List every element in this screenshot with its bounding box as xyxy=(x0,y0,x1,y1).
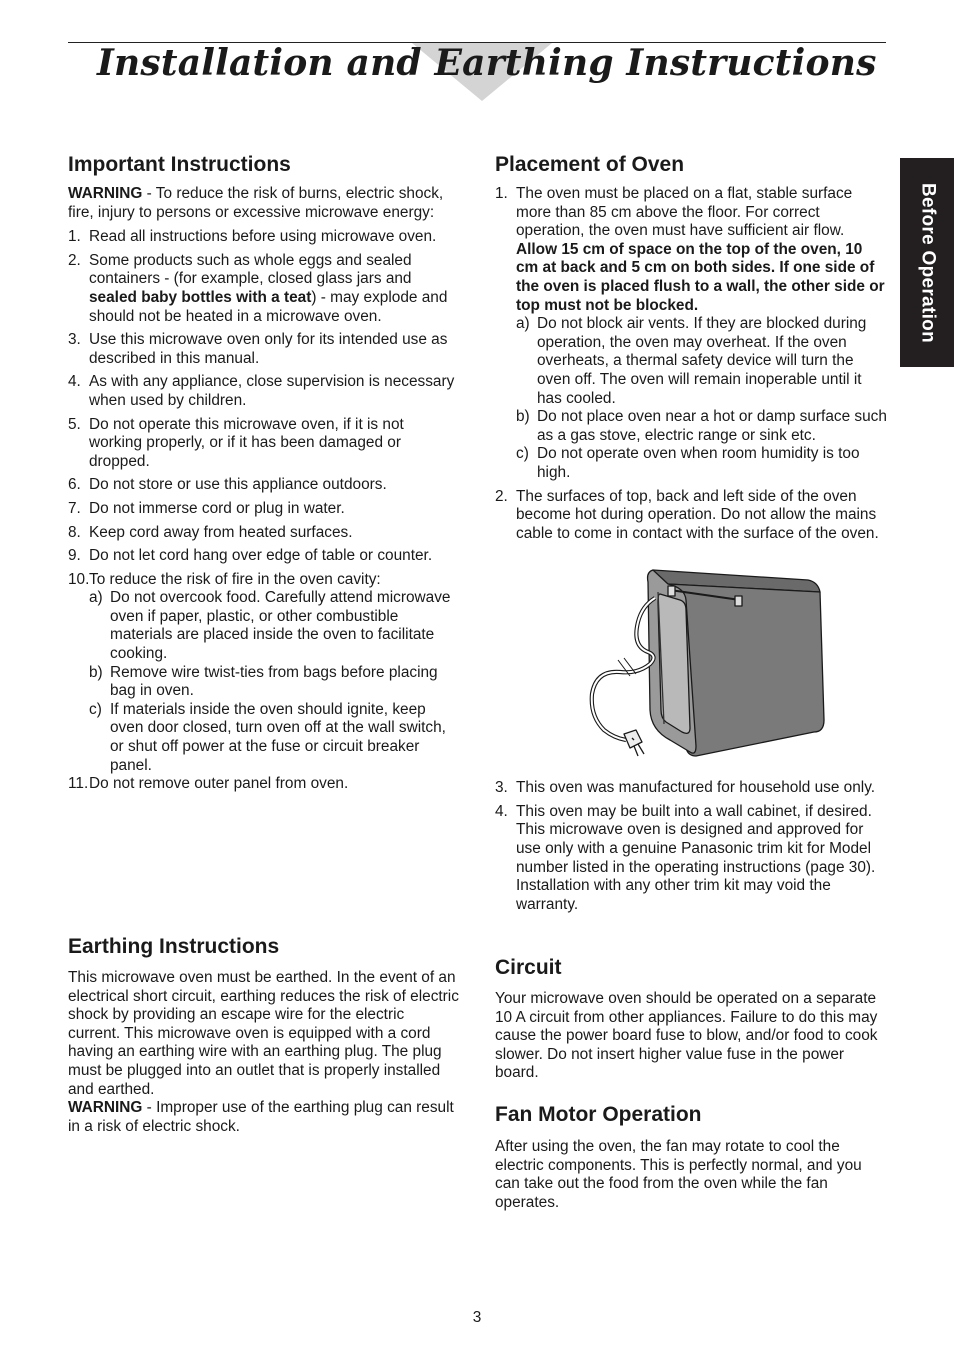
right-column xyxy=(495,152,887,1211)
section-tab-label: Before Operation xyxy=(917,182,939,343)
item-text: As with any appliance, close supervision is necessary when used by children. xyxy=(89,373,455,409)
list-item xyxy=(68,500,460,519)
sub-item-text: Do not place oven near a hot or damp surface such as a gas stove, electric range or sink etc. xyxy=(537,408,887,444)
item-text: Keep cord away from heated surfaces. xyxy=(89,523,353,541)
circuit-body: Your microwave oven should be operated on a separate 10 A circuit from other appliances. Failure to do this may cause the power board fuse to blow, and/or food to cook slower. Do not insert higher value fuse in the power board. xyxy=(495,990,878,1082)
item-number: 4. xyxy=(495,802,508,820)
item-number: 10. xyxy=(68,570,90,588)
item-number: 4. xyxy=(68,373,81,391)
sub-item-letter: c) xyxy=(89,700,102,718)
list-item xyxy=(68,775,460,794)
item-text: This oven may be built into a wall cabinet, if desired. This microwave oven is designed and approved for use only with a genuine Panasonic trim kit for Model number listed in the operating instructions (page 30). Installation with any other trim kit may void the warranty. xyxy=(516,802,876,913)
item-number: 5. xyxy=(68,415,81,433)
item-text: The surfaces of top, back and left side of the oven become hot during operation. Do not allow the mains cable to come in contact with the surface of the oven. xyxy=(516,487,879,542)
fan-motor-body: After using the oven, the fan may rotate to cool the electric components. This is perfectly normal, and you can take out the food from the oven while the fan operates. xyxy=(495,1138,862,1211)
list-item xyxy=(495,803,887,915)
item-text: Do not store or use this appliance outdoors. xyxy=(89,476,387,494)
item-text: Do not operate this microwave oven, if it is not working properly, or if it has been damaged or dropped. xyxy=(89,415,404,470)
sub-item-text: Do not block air vents. If they are blocked during operation, the oven may overheat. If the oven overheats, a thermal safety device will turn the oven off. The oven will remain inoperable until it has cooled. xyxy=(537,315,867,407)
item-number: 6. xyxy=(68,476,81,494)
sub-item-text: Remove wire twist-ties from bags before placing bag in oven. xyxy=(110,663,438,700)
sub-list-item xyxy=(516,408,887,445)
item-text: Read all instructions before using microwave oven. xyxy=(89,228,437,246)
sub-item-text: Do not operate oven when room humidity is too high. xyxy=(537,445,860,481)
item-number: 2. xyxy=(68,251,81,269)
fan-motor-heading: Fan Motor Operation xyxy=(495,1103,702,1126)
item-number: 8. xyxy=(68,523,81,541)
sub-list-item xyxy=(89,589,460,663)
item-text: Do not let cord hang over edge of table or counter. xyxy=(89,547,433,565)
sub-item-letter: b) xyxy=(516,408,530,426)
item-text: Do not remove outer panel from oven. xyxy=(89,775,349,793)
warning-label: WARNING xyxy=(68,185,143,202)
warning-text: - Improper use of the earthing plug can result in a risk of electric shock. xyxy=(68,1099,454,1135)
warning-label: WARNING xyxy=(68,1099,143,1117)
item-bold-text: Allow 15 cm of space on the top of the oven, 10 cm at back and 5 cm on both sides. If one side of the oven is placed flush to a wall, the other side or top must not be blocked. xyxy=(516,240,885,314)
important-list xyxy=(68,228,460,794)
item-number: 2. xyxy=(495,487,508,505)
sub-item-text: If materials inside the oven should ignite, keep oven door closed, turn oven off at the wall switch, or shut off power at the fuse or circuit breaker panel. xyxy=(110,700,446,774)
sub-list-item xyxy=(516,445,887,482)
list-item xyxy=(68,252,460,326)
item-number: 9. xyxy=(68,547,81,565)
earthing-body xyxy=(68,969,460,1136)
sub-item-letter: a) xyxy=(516,315,530,333)
list-item xyxy=(68,571,460,776)
sub-item-letter: b) xyxy=(89,663,103,681)
list-item xyxy=(495,488,887,544)
sub-list-item xyxy=(516,315,887,408)
page-number: 3 xyxy=(472,1309,482,1326)
item-text: Do not immerse cord or plug in water. xyxy=(89,499,345,517)
placement-list xyxy=(495,185,887,543)
list-item xyxy=(68,547,460,566)
earthing-instructions-heading: Earthing Instructions xyxy=(68,935,280,958)
item-text: This oven was manufactured for household use only. xyxy=(516,779,876,797)
item-bold-text: sealed baby bottles with a teat xyxy=(89,288,312,306)
sub-item-text: Do not overcook food. Carefully attend microwave oven if paper, plastic, or other combustible materials are placed inside the oven to facilitate cooking. xyxy=(110,589,451,663)
page-title: Installation and Earthing Instructions xyxy=(97,42,877,84)
placement-sublist xyxy=(516,315,887,482)
sub-list-item xyxy=(89,664,460,701)
item-number: 1. xyxy=(68,228,81,246)
item-text: ) - may explode and should not be heated in a microwave oven. xyxy=(89,288,448,325)
important-warning xyxy=(68,185,460,222)
list-item xyxy=(495,779,887,798)
important-instructions-heading: Important Instructions xyxy=(68,153,291,176)
item-number: 1. xyxy=(495,185,508,202)
item-number: 3. xyxy=(68,331,81,349)
list-item xyxy=(68,524,460,543)
placement-list-continued xyxy=(495,779,887,914)
section-tab xyxy=(900,158,954,367)
left-column xyxy=(68,152,460,1135)
placement-heading: Placement of Oven xyxy=(495,153,685,176)
sub-list-item xyxy=(89,701,460,775)
earthing-text: This microwave oven must be earthed. In the event of an electrical short circuit, earthing reduces the risk of electric shock by providing an escape wire for the electric current. This microwave oven is equipped with a cord having an earthing wire with an earthing plug. The plug must be plugged into an outlet that is properly installed and earthed. xyxy=(68,969,459,1098)
item-text: The oven must be placed on a flat, stable surface more than 85 cm above the floor. For correct operation, the oven must have sufficient air flow. xyxy=(516,185,853,240)
microwave-oven-illustration xyxy=(550,560,850,758)
sub-item-letter: c) xyxy=(516,445,529,463)
warning-text: - To reduce the risk of burns, electric shock, fire, injury to persons or excessive microwave energy: xyxy=(68,185,444,221)
list-item xyxy=(68,228,460,247)
list-item xyxy=(495,185,887,483)
item-text: To reduce the risk of fire in the oven cavity: xyxy=(89,570,381,588)
item-number: 3. xyxy=(495,779,508,797)
item-text: Use this microwave oven only for its intended use as described in this manual. xyxy=(89,331,448,367)
sub-item-letter: a) xyxy=(89,589,103,607)
list-item xyxy=(68,331,460,368)
list-item xyxy=(68,373,460,410)
list-item xyxy=(68,476,460,495)
item-number: 11. xyxy=(68,775,89,793)
item-text: Some products such as whole eggs and sealed containers - (for example, closed glass jars and xyxy=(89,251,412,288)
list-item xyxy=(68,416,460,472)
item-number: 7. xyxy=(68,499,81,517)
circuit-heading: Circuit xyxy=(495,956,562,979)
fire-sublist xyxy=(89,589,460,775)
